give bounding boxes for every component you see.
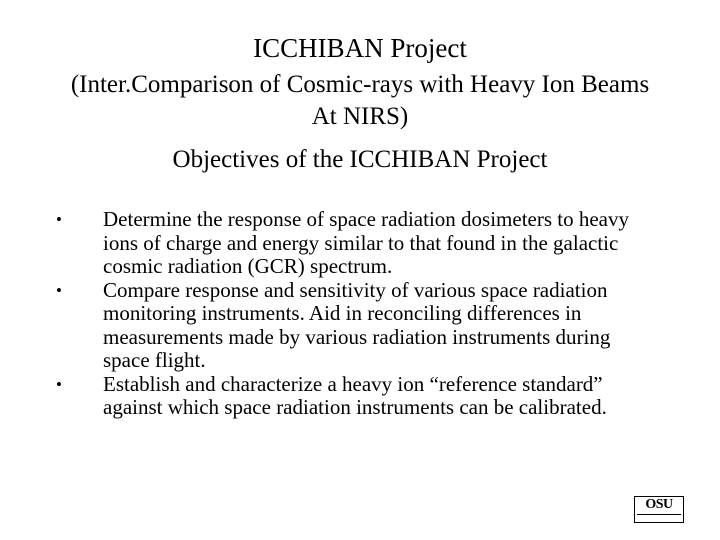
objective-item bbox=[52, 279, 652, 373]
objectives-heading: Objectives of the ICCHIBAN Project bbox=[172, 146, 548, 173]
logo-rule bbox=[637, 514, 681, 515]
university-logo-icon bbox=[634, 496, 684, 523]
objective-item bbox=[52, 208, 652, 279]
objectives-list bbox=[52, 208, 652, 420]
logo-text: OSU bbox=[645, 497, 673, 512]
bullet-icon: • bbox=[56, 280, 62, 300]
slide-subtitle: (Inter.Comparison of Cosmic-rays with Heavy Ion Beams At NIRS) bbox=[70, 71, 650, 130]
bullet-icon: • bbox=[56, 374, 62, 394]
objective-text: Determine the response of space radiation dosimeters to heavy ions of charge and energy similar to that found in the galactic cosmic radiation (GCR) spectrum. bbox=[103, 207, 629, 278]
slide-title: ICCHIBAN Project bbox=[253, 33, 467, 63]
objective-item bbox=[52, 373, 652, 420]
bullet-icon: • bbox=[56, 210, 62, 229]
objective-text: Compare response and sensitivity of various space radiation monitoring instruments. Aid in reconciling differences in measurements made by various radiation instruments during space flight. bbox=[103, 277, 611, 372]
objective-text: Establish and characterize a heavy ion “reference standard” against which space radiation instruments can be calibrated. bbox=[103, 371, 607, 419]
